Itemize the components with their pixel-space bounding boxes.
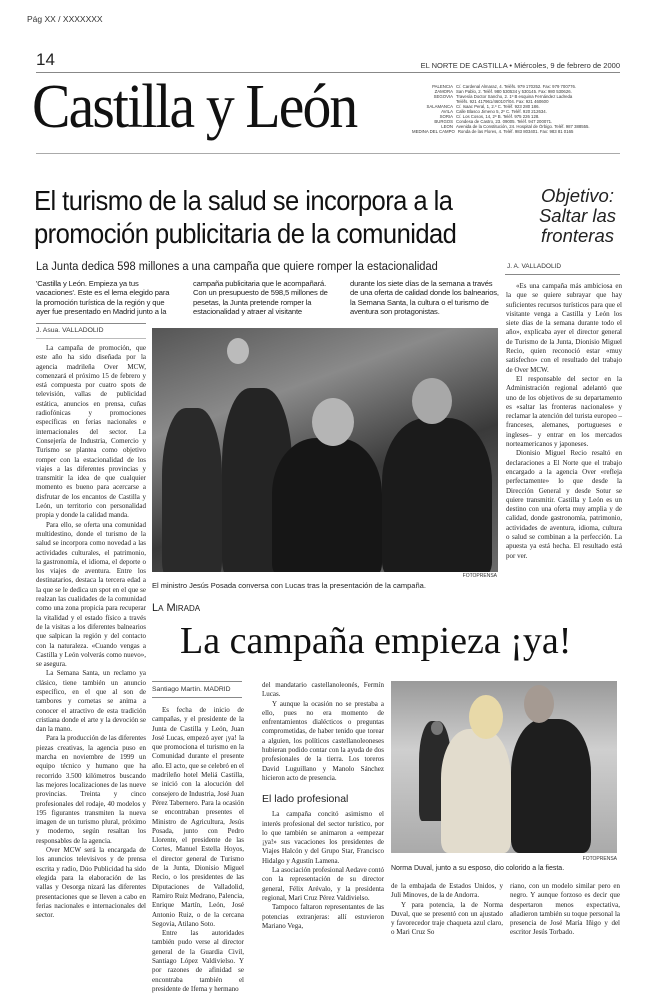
photo-caption: Norma Duval, junto a su esposo, dio colorido a la fiesta. [391,865,565,872]
second-byline: Santiago Martín. MADRID [152,686,231,693]
paragraph: Y para potencia, la de Norma Duval, que se presentó con un ajustado y favorecedor traje chaqueta azul claro, o Mari Cruz So [391,900,503,937]
dateline: EL NORTE DE CASTILLA • Miércoles, 9 de febrero de 2000 [420,61,620,70]
paragraph: La campaña de promoción, que este año ha sido diseñada por la agencia madrileña Over MCW, comenzará el próximo 15 de febrero y está compuesta por cuatro spots de televisión, vallas de publicidad estática, anuncios en prensa, cuñas radiofónicas y promociones específicas en ferias nacionales e internacionales del sector. La Consejería de Industria, Comercio y Turismo se plantea como objetivo romper con la estacionalidad de los viajes a las diferentes provincias y transmitir la idea de que cualquier momento es bueno para acercarse a disfrutar de los encantos de Castilla y León, un territorio con personalidad propia y donde la calidad manda. [36,344,146,520]
divider [36,338,146,339]
divider [36,323,146,324]
paragraph: riano, con un modelo similar pero en negro. Y aunque forzoso es decir que despertaron menos expectativa, añadieron también su toque personal la presencia de José María Iñigo y del escritor Jesús Torbado. [510,882,620,937]
sidebar-title: Objetivo: Saltar las fronteras [538,185,617,246]
photo-credit: FOTOPRENSA [462,573,497,579]
second-article-col3 [391,882,503,938]
paragraph: Y aunque la ocasión no se prestaba a ello, pues no era momento de enfrentamientos dialécticos o preguntas comprometidas, de haber tenido que torear a alguien, los políticos castellanoleoneses hubieran podido contar con la ayuda de dos profesionales de la tierra. Los toreros David Luguillano y Manolo Sánchez hicieron acto de presencia. [262,699,384,782]
subhead: El lado profesional [262,793,349,806]
second-article-col2 [262,681,384,931]
second-photo [391,681,617,853]
sidebar-byline: J. A. VALLADOLID [507,263,562,270]
address-line: AVILA Calle Blasco Jimeno 5, 2º C. Teléf. 920 212634. [441,109,547,114]
paragraph: La Semana Santa, un reclamo ya clásico, tiene también un anuncio específico, en el que al son de tambores y cornetas se anima a conocer el atractivo de esta tradición cristiana donde el arte y la devoción se dan la mano. [36,669,146,734]
address-line: ZAMORA San Pablo, 2. Teléf. 980 530534 y 530145. Fax: 980 530626. [434,89,572,94]
main-article-body [36,344,146,920]
paragraph: «Es una campaña más ambiciosa en la que se quiere subrayar que hay suficientes recursos turísticos para que el visitante venga a Castilla y León los siete días de la semana durante todo el año», explicaba ayer el director general de Turismo de la Junta, Dionisio Miguel Recio, quien reconoció estar «muy satisfecho» con el resultado del trabajo de Over MCW. [506,282,622,374]
sidebar-body [506,282,622,561]
main-subheadline: La Junta dedica 598 millones a una campaña que quiere romper la estacionalidad [36,259,438,273]
paragraph: del mandatario castellanoleonés, Fermín Lucas. [262,681,384,699]
second-article-col1 [152,706,244,994]
paragraph: El responsable del sector en la Administración regional adelantó que uno de los objetivos de su departamento es «saltar las fronteras nacionales» y reclamar la atención del turista europeo –franceses, alemanes, portugueses e ingleses– y entrar en los mercados norteamericanos y japoneses. [506,374,622,449]
paragraph: Over MCW será la encargada de los anuncios televisivos y de prensa escrita y radio, Dúo Publicidad ha sido elegida para la elaboración de las vallas y Oesorga nizará las diferentes presentaciones que se lleven a cabo en ferias nacionales e internacionales del sector. [36,846,146,920]
address-line: SORIA C/. Los Cosos, 14, 2º B. Teléf. 975 226 128. [439,114,540,119]
paragraph: Para la producción de las diferentes piezas creativas, la agencia puso en marcha en noviembre de 1999 un equipo técnico y humano que ha recorrido 3.500 kilómetros buscando las mejores localizaciones de las nueve provincias. Treinta y cinco profesionales del rodaje, 40 modelos y 195 figurantes transmiten la nueva imagen de un turismo plural, próximo y moderno, según resaltan los responsables de la agencia. [36,734,146,845]
paragraph: Para ello, se oferta una comunidad multidestino, donde el turismo de la salud se incorpora como novedad a las actividades culturales, el patrimonio, la gastronomía, el idioma, el deporte o los viajes de aventura. Entre los destinatarios, destaca la tercera edad a la que se le dedica un spot en el que se realzan las cualidades de la comunidad como una zona propicia para recuperar la vitalidad y el estado físico a través de la visitas a los diferentes balnearios que salpican la región y del contacto con la naturaleza. «Cuando vengas a Castilla y León volverás como nuevo», se asegura. [36,520,146,669]
page-number: 14 [36,50,55,69]
address-line: SALAMANCA C/. Isaac Peral, 1, 2.º C. Teléf. 923 280 186. [426,104,540,109]
section-title: Castilla y León [32,73,357,141]
address-line: BURGOS Condesa de Castro, 23. 09005. Teléf. 947 200071. [434,119,553,124]
address-line: LEON Avenida de la Constitución, 24. Hospital de Órbigo. Teléf. 987 388555. [441,124,590,129]
paragraph: Dionisio Miguel Recio resaltó en declaraciones a El Norte que el trabajo encargado a la agencia Over «refleja perfectamente» lo que desde la Dirección General y desde Sotur se quiere transmitir. Castilla y León es un destino con una oferta muy amplia y de calidad, donde gastronomía, patrimonio, actividades de aventura, idioma, cultura o salud se combinan a la perfección. La apuesta ya está hecha. El resultado está por ver. [506,449,622,560]
paragraph: La campaña concitó asimismo el interés profesional del sector turístico, por lo que también se animaron a «empezar ¡ya!» sus vacaciones los presidentes de Viajes Halcón y del Grupo Star, Francisco Hidalgo y Agustín Lamena. [262,810,384,865]
lead-column-3: durante los siete días de la semana a través de una oferta de calidad donde los balnearios, la Semana Santa, la cultura o el turismo de aventura son protagonistas. [350,279,499,317]
address-line: PALENCIA C/. Cardenal Almaraz, 4. Teléfs. 979 170252. Fax: 979 700776. [432,84,577,89]
main-byline: J. Asua. VALLADOLID [36,327,104,334]
address-line: Teléfs. 921 417961/460107/04. Fax: 921 460600 [456,99,549,104]
main-photo [152,328,498,572]
paragraph: de la embajada de Estados Unidos, y Juli Minoves, de la de Andorra. [391,882,503,900]
photo-caption: El ministro Jesús Posada conversa con Lucas tras la presentación de la campaña. [152,581,426,590]
main-headline: El turismo de la salud se incorpora a la promoción publicitaria de la comunidad [34,185,457,249]
second-headline: La campaña empieza ¡ya! [180,620,572,662]
page-reference: Pág XX / XXXXXXX [27,14,103,24]
paragraph: Entre las autoridades también pudo verse al director general de la Guardia Civil, Santiago López Valdivielso. Y por razones de afinidad se encontraba también el presidente de Ifema y hermano [152,929,244,993]
lead-column-2: campaña publicitaria que le acompañará. Con un presupuesto de 598,5 millones de pesetas, la Junta pretende romper la estacionalidad y atraer al visitante [193,279,328,317]
paragraph: Es fecha de inicio de campañas, y el presidente de la Junta de Castilla y León, Juan José Lucas, empezó ayer ¡ya! la que promociona el turismo en la Comunidad durante el presente año. El acto, que se celebró en el madrileño hotel Meliá Castilla, se inició con la alocución del consejero de Industria, José Juan Pérez Tabernero. Para la ocasión se encontraban presentes el Ministro de Agricultura, Jesús Posada, junto con Pedro Llorente, el presidente de las Cortes, Manuel Estella Hoyos, el director general de Turismo de la Junta, Dionisio Miguel Recio, o los presidentes de las Diputaciones de Valladolid, Ramiro Ruiz Medrano, Palencia, Enrique Martín, León, José Antonio Ruiz, o de la cercana Segovia, Atilano Soto. [152,706,244,928]
address-block [412,84,640,134]
lead-column-1: 'Castilla y León. Empieza ya tus vacaciones'. Este es el lema elegido para la promoción turística de la región y que ayer fue presentado en Madrid junto a la [36,279,170,317]
paragraph: La asociación profesional Aedave contó con la representación de su director general, Félix Arévalo, y la presidenta regional, Mari Cruz Pérez Valdivielso. [262,866,384,902]
divider [505,274,620,275]
photo-credit: FOTOPRENSA [582,856,617,862]
second-article-col4 [510,882,620,938]
divider [152,681,242,682]
divider [36,153,620,154]
divider [152,697,242,698]
address-line: SEGOVIA Travesía Doctor Sancho, 2. 1º B esquina Fernández Ladreda [433,94,573,99]
kicker: La Mirada [152,602,201,614]
address-line: MEDINA DEL CAMPO Ronda de las Flores, 4. Teléf. 983 803401. Fax: 983 81 0165 [412,129,574,134]
paragraph: Tampoco faltaron representantes de las potencias extranjeras: allí estuvieron Mariano Vega, [262,903,384,930]
